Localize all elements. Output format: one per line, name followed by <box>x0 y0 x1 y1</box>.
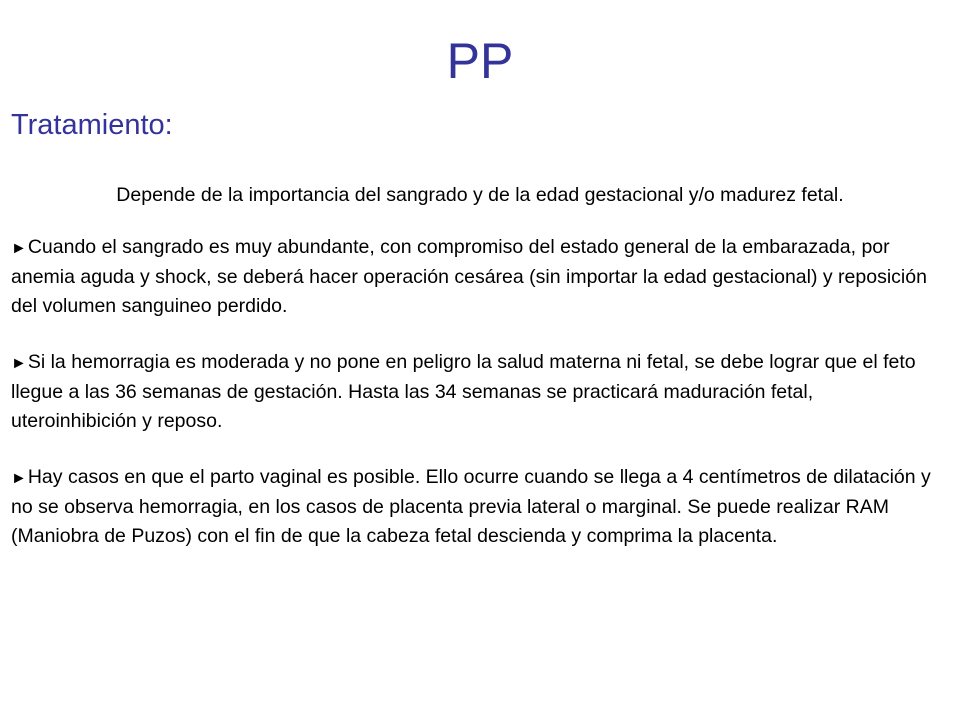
list-item <box>11 348 941 436</box>
list-item-text: Si la hemorragia es moderada y no pone en peligro la salud materna ni fetal, se debe lograr que el feto llegue a las 36 semanas de gestación. Hasta las 34 semanas se practicará maduración fetal, uteroinhibición y reposo. <box>11 351 916 432</box>
list-item-text: Cuando el sangrado es muy abundante, con compromiso del estado general de la embarazada, por anemia aguda y shock, se deberá hacer operación cesárea (sin importar la edad gestacional) y reposición del volumen sanguineo perdido. <box>11 236 927 317</box>
list-item-text: Hay casos en que el parto vaginal es posible. Ello ocurre cuando se llega a 4 centímetros de dilatación y no se observa hemorragia, en los casos de placenta previa lateral o marginal. Se puede realizar RAM (Maniobra de Puzos) con el fin de que la cabeza fetal descienda y comprima la placenta. <box>11 466 931 547</box>
triangle-bullet-icon: ► <box>11 470 27 487</box>
list-item <box>11 233 941 321</box>
triangle-bullet-icon: ► <box>11 240 27 257</box>
triangle-bullet-icon: ► <box>11 355 27 372</box>
slide-title: PP <box>446 33 514 89</box>
intro-text: Depende de la importancia del sangrado y de la edad gestacional y/o madurez fetal. <box>116 184 844 206</box>
section-heading: Tratamiento: <box>11 109 173 141</box>
list-item <box>11 463 941 551</box>
treatment-list <box>11 233 941 578</box>
